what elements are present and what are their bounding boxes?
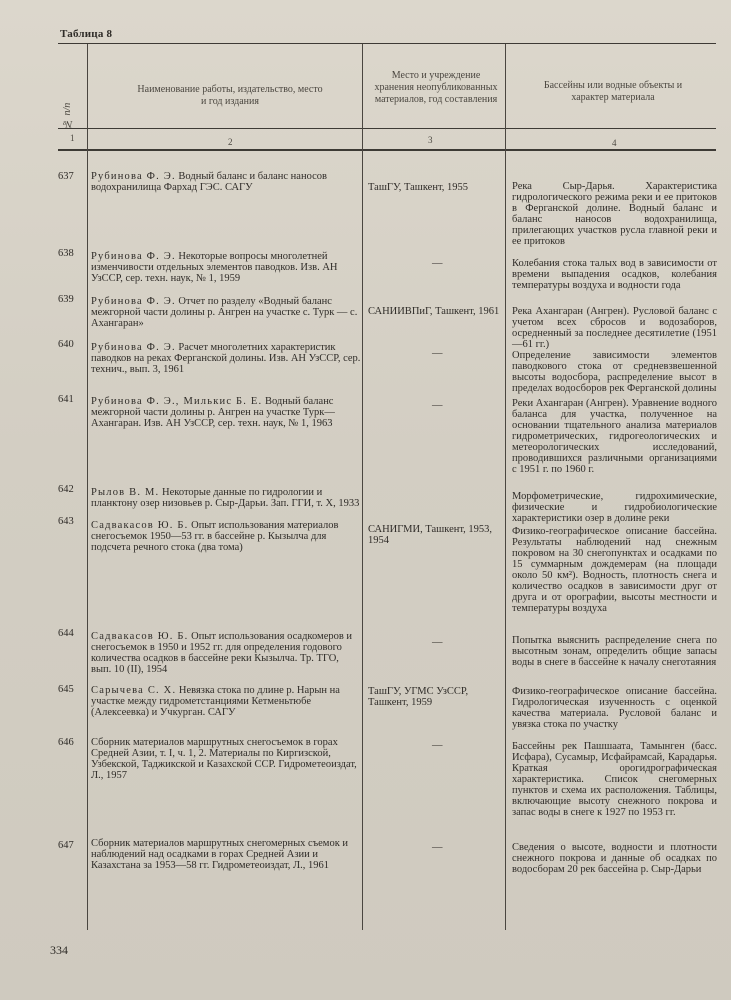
row-number: 644: [58, 628, 74, 639]
row-number: 639: [58, 294, 74, 305]
basin-description: Определение зависимости элементов паводкового стока от средневзвешенной высоты водосбора, распределение высот в пределах водосборов рек Ферганской долины: [512, 350, 717, 394]
basin-description: Река Сыр-Дарья. Характеристика гидрологического режима реки и ее притоков в Ферганской долине. Водный баланс и баланс наносов водохранилища, прилегающих участков русла главной реки и ее притоков: [512, 181, 717, 247]
column-divider-2: [362, 44, 363, 930]
work-description: Отчет по разделу «Водный баланс межгорной части долины р. Ангрен на участке с. Турк — с. Ахангаран»: [91, 296, 358, 329]
work-description: Водный баланс межгорной части долины р. Ангрен на участке Турк—Ахангаран. Изв. АН УзССР, сер. техн. наук, № 1, 1963: [91, 396, 335, 429]
header-col-place: Место и учреждение хранения неопубликованных материалов, год составления: [374, 70, 498, 105]
basin-description: Реки Ахангаран (Ангрен). Уравнение водного баланса для участка, полученное на основании тщательного анализа материалов гидрометрических, гидрогеологических и метеорологических исследований, проводившихся различными организациями с 1951 г. по 1960 г.: [512, 398, 717, 475]
storage-place: ТашГУ, Ташкент, 1955: [368, 182, 469, 193]
basin-description: Морфометрические, гидрохимические, физические и гидробиологические характеристики озер в долине реки: [512, 491, 717, 524]
author-name: Садвакасов Ю. Б.: [91, 631, 189, 642]
row-number: 638: [58, 248, 74, 259]
work-title: [91, 251, 361, 284]
work-title: [91, 342, 361, 375]
colnum-3: 3: [428, 135, 433, 145]
work-description: Невязка стока по длине р. Нарын на участке между гидрометстанциями Кетменьтюбе (Алексеевка) и Учкурган. САГУ: [91, 685, 340, 718]
author-name: Сарычева С. Х.: [91, 685, 177, 696]
author-name: Рубинова Ф. Э., Милькис Б. Е.: [91, 396, 263, 407]
basin-description: Физико-географическое описание бассейна. Гидрологическая изученность с оценкой качества материала. Русловой баланс и увязка стока по участку: [512, 686, 717, 730]
colnum-bottom-rule: [58, 149, 716, 151]
work-title: [91, 396, 361, 429]
basin-description: Бассейны рек Пашшаата, Тамынген (басс. Исфара), Сусамыр, Исфайрамсай, Карадарья. Краткая орогидрографическая характеристика. Список снегомерных пунктов и схема их расположения. Таблицы, включающие высоту снежного покрова и запас воды в снеге к 1927 по 1953 гг.: [512, 741, 717, 818]
row-number: 643: [58, 516, 74, 527]
storage-place: —: [432, 348, 443, 359]
work-title: [91, 838, 361, 871]
work-title: [91, 296, 361, 329]
storage-place: ТашГУ, УГМС УзССР, Ташкент, 1959: [368, 686, 469, 708]
work-description: Некоторые данные по гидрологии и планктону озер низовьев р. Сыр-Дарьи. Зап. ГГИ, т. X, 1933: [91, 487, 360, 509]
storage-place: —: [432, 842, 443, 853]
work-description: Расчет многолетних характеристик паводков на реках Ферганской долины. Изв. АН УзССР, сер. технич., вып. 3, 1961: [91, 342, 361, 375]
table-title: Таблица 8: [60, 28, 113, 40]
row-number: 637: [58, 171, 74, 182]
table-top-rule: [58, 43, 716, 44]
basin-description: Колебания стока талых вод в зависимости от времени выпадения осадков, колебания температуры воздуха и водности года: [512, 258, 717, 291]
storage-place: САНИИВПиГ, Ташкент, 1961: [368, 306, 500, 317]
header-col-work: Наименование работы, издательство, место и год издания: [137, 84, 323, 107]
work-description: Сборник материалов маршрутных снегосъемок в горах Средней Азии, т. I, ч. 1, 2. Материалы по Киргизской, Узбекской, Таджикской и Казахской ССР. Гидрометеоиздат, Л., 1957: [91, 737, 357, 781]
author-name: Рубинова Ф. Э.: [91, 342, 176, 353]
row-number: 647: [58, 840, 74, 851]
basin-description: Физико-географическое описание бассейна. Результаты наблюдений над снежным покровом на 30 снегопунктах и осадками по 15 суммарным дождемерам (на площади около 50 км²). Водность, плотность снега и количество осадков в зависимости друг от друга и от орографии, высоты местности и температуры воздуха: [512, 526, 717, 614]
work-title: [91, 171, 361, 193]
storage-place: —: [432, 740, 443, 751]
work-title: [91, 520, 361, 553]
column-divider-3: [505, 44, 506, 930]
work-title: [91, 487, 361, 509]
work-description: Сборник материалов маршрутных снегомерных съемок и наблюдений над осадками в горах Средней Азии и Казахстана за 1953—58 гг. Гидрометеоиздат, Л., 1961: [91, 838, 349, 871]
work-description: Водный баланс и баланс наносов водохранилища Фархад ГЭС. САГУ: [91, 171, 327, 193]
header-col-number: № п/п: [62, 102, 73, 130]
row-number: 642: [58, 484, 74, 495]
basin-description: Река Ахангаран (Ангрен). Русловой баланс с учетом всех сбросов и водозаборов, осредненный за последнее десятилетие (1951—61 гг.): [512, 306, 717, 350]
work-description: Опыт использования осадкомеров и снегосъемок в 1950 и 1952 гг. для определения годового количества осадков в бассейне реки Кызылча. Тр. ТГО, вып. 10 (II), 1954: [91, 631, 353, 675]
work-title: [91, 631, 361, 675]
author-name: Рубинова Ф. Э.: [91, 251, 176, 262]
basin-description: Попытка выяснить распределение снега по высотным зонам, определить общие запасы воды в снеге в бассейне к началу снеготаяния: [512, 635, 717, 668]
author-name: Садвакасов Ю. Б.: [91, 520, 189, 531]
author-name: Рубинова Ф. Э.: [91, 296, 176, 307]
colnum-4: 4: [612, 138, 617, 148]
basin-description: Сведения о высоте, водности и плотности снежного покрова и данные об осадках по водосборам 20 рек бассейна р. Сыр-Дарьи: [512, 842, 717, 875]
work-description: Некоторые вопросы многолетней изменчивости отдельных элементов паводков. Изв. АН УзССР, сер. техн. наук, № 1, 1959: [91, 251, 338, 284]
author-name: Рылов В. М.: [91, 487, 160, 498]
work-title: [91, 737, 361, 781]
header-bottom-rule: [58, 128, 716, 129]
colnum-2: 2: [228, 137, 233, 147]
work-title: [91, 685, 361, 718]
column-divider-1: [87, 44, 88, 930]
row-number: 646: [58, 737, 74, 748]
row-number: 645: [58, 684, 74, 695]
storage-place: —: [432, 637, 443, 648]
storage-place: —: [432, 258, 443, 269]
storage-place: САНИГМИ, Ташкент, 1953, 1954: [368, 524, 493, 546]
row-number: 640: [58, 339, 74, 350]
storage-place: —: [432, 400, 443, 411]
page-number: 334: [50, 943, 68, 957]
author-name: Рубинова Ф. Э.: [91, 171, 176, 182]
header-col-basin: Бассейны или водные объекты и характер материала: [543, 80, 683, 103]
colnum-1: 1: [70, 133, 75, 143]
work-description: Опыт использования материалов снегосъемок 1950—53 гг. в бассейне р. Кызылча для подсчета речного стока (два тома): [91, 520, 339, 553]
row-number: 641: [58, 394, 74, 405]
